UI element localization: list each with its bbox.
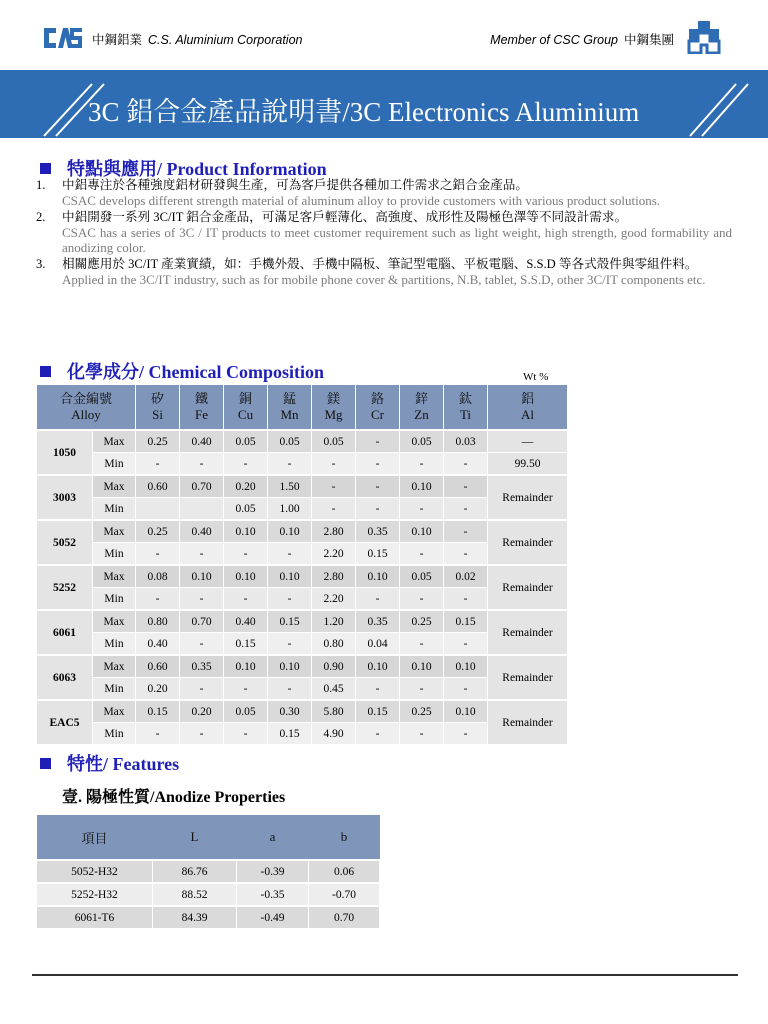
table-cell: 0.30 xyxy=(268,700,312,723)
item-text-cn: 中鋁開發一系列 3C/IT 鋁合金產品，可滿足客戶輕薄化、高強度、成形性及陽極色澤等不同設計需求。 xyxy=(62,210,628,224)
table-cell: 0.05 xyxy=(312,430,356,453)
table-cell: 0.06 xyxy=(309,860,380,883)
table-cell: - xyxy=(356,453,400,476)
table-cell: 0.15 xyxy=(444,610,488,633)
column-header: L xyxy=(153,815,237,860)
table-row xyxy=(37,860,380,883)
table-cell: 0.10 xyxy=(224,520,268,543)
column-header xyxy=(356,385,400,431)
alloy-code: 3003 xyxy=(37,475,93,520)
table-cell: 0.15 xyxy=(268,723,312,745)
table-row xyxy=(37,655,568,678)
item-number: 1. xyxy=(36,178,46,192)
column-header xyxy=(268,385,312,431)
item-text-en: Applied in the 3C/IT industry, such as for mobile phone cover & partitions, N.B, tablet, S.S.D, other 3C/IT components etc. xyxy=(62,272,706,287)
table-cell: 0.08 xyxy=(136,565,180,588)
table-cell: - xyxy=(356,723,400,745)
table-row xyxy=(37,475,568,498)
table-cell: 5.80 xyxy=(312,700,356,723)
aluminium-content: Remainder xyxy=(488,700,568,744)
aluminium-content: Remainder xyxy=(488,565,568,610)
aluminium-content: Remainder xyxy=(488,655,568,700)
column-header-en: Mg xyxy=(324,407,343,422)
list-item xyxy=(36,178,732,208)
member-of-group xyxy=(490,30,674,48)
table-cell: 1.20 xyxy=(312,610,356,633)
table-cell: - xyxy=(400,633,444,656)
table-cell: 0.15 xyxy=(224,633,268,656)
table-cell: 0.45 xyxy=(312,678,356,701)
table-cell: 0.10 xyxy=(356,565,400,588)
table-cell: - xyxy=(400,543,444,566)
unit-label: Wt % xyxy=(523,371,549,383)
table-cell: - xyxy=(356,498,400,521)
table-cell: - xyxy=(400,453,444,476)
table-cell: - xyxy=(356,678,400,701)
table-cell: - xyxy=(444,633,488,656)
section-heading-chemical xyxy=(40,358,324,384)
table-cell: 86.76 xyxy=(153,860,237,883)
column-header xyxy=(488,385,568,431)
alloy-code: 5052 xyxy=(37,520,93,565)
column-header-en: Cu xyxy=(237,407,254,422)
table-cell: 0.10 xyxy=(224,655,268,678)
table-cell: - xyxy=(444,723,488,745)
table-cell xyxy=(136,498,180,521)
product-info-list xyxy=(36,178,732,289)
item-text-en: CSAC develops different strength material of aluminum alloy to provide customers with various product solutions. xyxy=(62,193,661,208)
table-cell: - xyxy=(224,453,268,476)
table-cell: 0.25 xyxy=(400,610,444,633)
column-header-en: Si xyxy=(152,407,163,422)
table-cell: - xyxy=(444,678,488,701)
alloy-code: 1050 xyxy=(37,430,93,475)
max-label: Max xyxy=(93,430,136,453)
table-cell: 0.10 xyxy=(356,655,400,678)
min-label: Min xyxy=(93,498,136,521)
table-cell: - xyxy=(400,723,444,745)
chemical-composition-table xyxy=(36,384,568,744)
column-header-cn: 錳 xyxy=(283,391,297,406)
max-label: Max xyxy=(93,565,136,588)
section-title: 化學成分/ Chemical Composition xyxy=(67,362,325,382)
table-cell: - xyxy=(400,678,444,701)
table-cell: - xyxy=(444,543,488,566)
column-header-cn: 鎂 xyxy=(327,391,341,406)
csac-logo-icon xyxy=(42,24,84,50)
table-cell: - xyxy=(224,723,268,745)
company-name-cn: 中鋼鋁業 xyxy=(92,33,143,47)
table-cell: - xyxy=(224,543,268,566)
table-cell: 0.10 xyxy=(268,520,312,543)
table-cell: - xyxy=(356,430,400,453)
list-item xyxy=(36,257,732,287)
column-header xyxy=(136,385,180,431)
table-cell: 0.10 xyxy=(400,520,444,543)
table-cell: 0.15 xyxy=(356,700,400,723)
table-cell: 0.10 xyxy=(400,475,444,498)
page-header xyxy=(42,18,738,58)
table-cell: - xyxy=(180,543,224,566)
table-cell: - xyxy=(224,678,268,701)
column-header xyxy=(224,385,268,431)
column-header xyxy=(312,385,356,431)
table-header-row xyxy=(37,385,568,431)
table-cell: 0.35 xyxy=(356,610,400,633)
table-cell: 0.10 xyxy=(224,565,268,588)
table-cell: - xyxy=(444,475,488,498)
square-bullet-icon xyxy=(40,163,51,174)
square-bullet-icon xyxy=(40,366,51,377)
table-cell: - xyxy=(180,588,224,611)
table-cell: - xyxy=(268,678,312,701)
table-cell: -0.39 xyxy=(237,860,309,883)
table-cell: 0.40 xyxy=(224,610,268,633)
table-cell: - xyxy=(444,588,488,611)
column-header-en: Al xyxy=(521,407,535,422)
table-cell: 0.05 xyxy=(224,700,268,723)
aluminium-content: Remainder xyxy=(488,610,568,655)
table-cell: 0.05 xyxy=(224,430,268,453)
column-header: b xyxy=(309,815,380,860)
table-cell: 0.04 xyxy=(356,633,400,656)
table-header-row xyxy=(37,815,380,860)
company-name xyxy=(92,30,302,48)
member-text-cn: 中鋼集團 xyxy=(623,33,674,47)
column-header-cn: 合金編號 xyxy=(60,391,113,406)
table-cell: 0.35 xyxy=(356,520,400,543)
table-cell: 0.10 xyxy=(400,655,444,678)
table-row xyxy=(37,453,568,476)
table-cell: 0.60 xyxy=(136,655,180,678)
table-cell: - xyxy=(268,588,312,611)
table-cell: 0.05 xyxy=(400,565,444,588)
max-label: Max xyxy=(93,475,136,498)
table-cell: - xyxy=(136,588,180,611)
table-cell: 0.80 xyxy=(312,633,356,656)
table-cell: 0.15 xyxy=(268,610,312,633)
table-cell: 0.70 xyxy=(180,475,224,498)
table-cell: 4.90 xyxy=(312,723,356,745)
table-cell: -0.35 xyxy=(237,883,309,906)
max-label: Max xyxy=(93,610,136,633)
table-cell: 0.60 xyxy=(136,475,180,498)
column-header-cn: 鋁 xyxy=(521,391,535,406)
alloy-code: EAC5 xyxy=(37,700,93,744)
table-cell: - xyxy=(312,475,356,498)
table-cell: - xyxy=(356,588,400,611)
table-cell: 0.20 xyxy=(136,678,180,701)
table-cell: 0.10 xyxy=(180,565,224,588)
table-cell: - xyxy=(136,543,180,566)
table-cell: 2.20 xyxy=(312,543,356,566)
max-label: Max xyxy=(93,655,136,678)
table-cell: 0.40 xyxy=(136,633,180,656)
alloy-code: 5252 xyxy=(37,565,93,610)
column-header xyxy=(37,385,136,431)
table-cell: - xyxy=(268,633,312,656)
column-header-cn: 鈦 xyxy=(459,391,473,406)
table-row xyxy=(37,565,568,588)
table-cell: 0.03 xyxy=(444,430,488,453)
column-header-cn: 銅 xyxy=(239,391,253,406)
square-bullet-icon xyxy=(40,758,51,769)
table-cell: - xyxy=(268,543,312,566)
footer-rule xyxy=(32,974,738,976)
table-cell: - xyxy=(444,498,488,521)
table-cell: 0.25 xyxy=(136,430,180,453)
table-cell xyxy=(180,498,224,521)
column-header xyxy=(444,385,488,431)
item-number: 2. xyxy=(36,210,46,224)
table-cell: 2.80 xyxy=(312,565,356,588)
table-cell: - xyxy=(356,475,400,498)
table-cell: 0.10 xyxy=(268,565,312,588)
table-cell: 0.10 xyxy=(444,700,488,723)
table-cell: 0.20 xyxy=(224,475,268,498)
table-row xyxy=(37,520,568,543)
table-cell: - xyxy=(180,633,224,656)
min-label: Min xyxy=(93,633,136,656)
table-cell: 84.39 xyxy=(153,906,237,928)
table-cell: - xyxy=(400,588,444,611)
section-heading-features xyxy=(40,750,179,776)
section-title: 特性/ Features xyxy=(67,754,180,774)
item-text-en: CSAC has a series of 3C / IT products to meet customer requirement such as light weight, high strength, good formability and anodizing color. xyxy=(62,225,732,255)
table-cell: 0.05 xyxy=(224,498,268,521)
item-text-cn: 相關應用於 3C/IT 產業實績，如：手機外殼、手機中隔板、筆記型電腦、平板電腦、S.S.D 等各式殼件與零組件料。 xyxy=(62,257,698,271)
column-header-en: Alloy xyxy=(71,407,101,422)
table-cell: 0.15 xyxy=(356,543,400,566)
aluminium-content: 99.50 xyxy=(488,453,568,476)
min-label: Min xyxy=(93,453,136,476)
alloy-code: 6061 xyxy=(37,610,93,655)
table-cell: 0.25 xyxy=(400,700,444,723)
max-label: Max xyxy=(93,700,136,723)
member-text-en: Member of CSC Group xyxy=(490,33,618,47)
table-cell: - xyxy=(400,498,444,521)
table-cell: 1.50 xyxy=(268,475,312,498)
table-cell: 0.35 xyxy=(180,655,224,678)
alloy-code: 6063 xyxy=(37,655,93,700)
table-cell: 0.10 xyxy=(268,655,312,678)
table-cell: 2.80 xyxy=(312,520,356,543)
table-row xyxy=(37,700,568,723)
column-header xyxy=(400,385,444,431)
column-header-en: Ti xyxy=(459,407,472,422)
table-row xyxy=(37,610,568,633)
table-cell: 0.25 xyxy=(136,520,180,543)
max-label: Max xyxy=(93,520,136,543)
table-cell: -0.70 xyxy=(309,883,380,906)
table-cell: - xyxy=(224,588,268,611)
column-header-cn: 鐵 xyxy=(195,391,209,406)
min-label: Min xyxy=(93,588,136,611)
column-header-en: Mn xyxy=(280,407,299,422)
table-cell: 0.20 xyxy=(180,700,224,723)
table-cell: 0.70 xyxy=(309,906,380,928)
table-cell: 0.90 xyxy=(312,655,356,678)
table-cell: 0.40 xyxy=(180,520,224,543)
column-header xyxy=(180,385,224,431)
table-cell: 88.52 xyxy=(153,883,237,906)
min-label: Min xyxy=(93,723,136,745)
min-label: Min xyxy=(93,543,136,566)
column-header-en: Cr xyxy=(371,407,385,422)
column-header-cn: 鋅 xyxy=(415,391,429,406)
table-cell: 6061-T6 xyxy=(37,906,153,928)
table-cell: - xyxy=(180,678,224,701)
aluminium-content: Remainder xyxy=(488,520,568,565)
table-cell: - xyxy=(444,453,488,476)
table-cell: - xyxy=(180,723,224,745)
anodize-subheading: 壹. 陽極性質/Anodize Properties xyxy=(62,789,286,806)
anodize-properties-table xyxy=(36,815,380,928)
table-cell: 0.15 xyxy=(136,700,180,723)
table-row xyxy=(37,430,568,453)
list-item xyxy=(36,210,732,255)
section-title: 特點與應用/ Product Information xyxy=(67,159,327,179)
table-row xyxy=(37,906,380,928)
table-cell: 0.40 xyxy=(180,430,224,453)
table-cell: 0.05 xyxy=(268,430,312,453)
table-cell: - xyxy=(180,453,224,476)
aluminium-content: — xyxy=(488,430,568,453)
table-cell: - xyxy=(312,453,356,476)
table-cell: - xyxy=(444,520,488,543)
table-cell: -0.49 xyxy=(237,906,309,928)
title-banner xyxy=(0,70,768,138)
column-header: 項目 xyxy=(37,815,153,860)
column-header-en: Zn xyxy=(414,407,429,422)
table-cell: 0.05 xyxy=(400,430,444,453)
table-cell: - xyxy=(136,453,180,476)
table-cell: - xyxy=(268,453,312,476)
csc-group-logo-icon xyxy=(686,20,722,54)
column-header-cn: 鉻 xyxy=(371,391,385,406)
item-number: 3. xyxy=(36,257,46,271)
company-name-en: C.S. Aluminium Corporation xyxy=(148,33,303,47)
table-cell: 0.10 xyxy=(444,655,488,678)
column-header-cn: 矽 xyxy=(151,391,165,406)
table-cell: 1.00 xyxy=(268,498,312,521)
column-header: a xyxy=(237,815,309,860)
table-cell: 0.80 xyxy=(136,610,180,633)
document-title: 3C 鋁合金產品說明書/3C Electronics Aluminium xyxy=(88,97,640,127)
table-row xyxy=(37,883,380,906)
table-cell: 0.02 xyxy=(444,565,488,588)
table-cell: - xyxy=(136,723,180,745)
column-header-en: Fe xyxy=(195,407,209,422)
table-cell: 2.20 xyxy=(312,588,356,611)
aluminium-content: Remainder xyxy=(488,475,568,520)
table-cell: 0.70 xyxy=(180,610,224,633)
table-cell: 5052-H32 xyxy=(37,860,153,883)
item-text-cn: 中鋁專注於各種強度鋁材研發與生產，可為客戶提供各種加工件需求之鋁合金產品。 xyxy=(62,178,528,192)
min-label: Min xyxy=(93,678,136,701)
table-cell: 5252-H32 xyxy=(37,883,153,906)
table-cell: - xyxy=(312,498,356,521)
